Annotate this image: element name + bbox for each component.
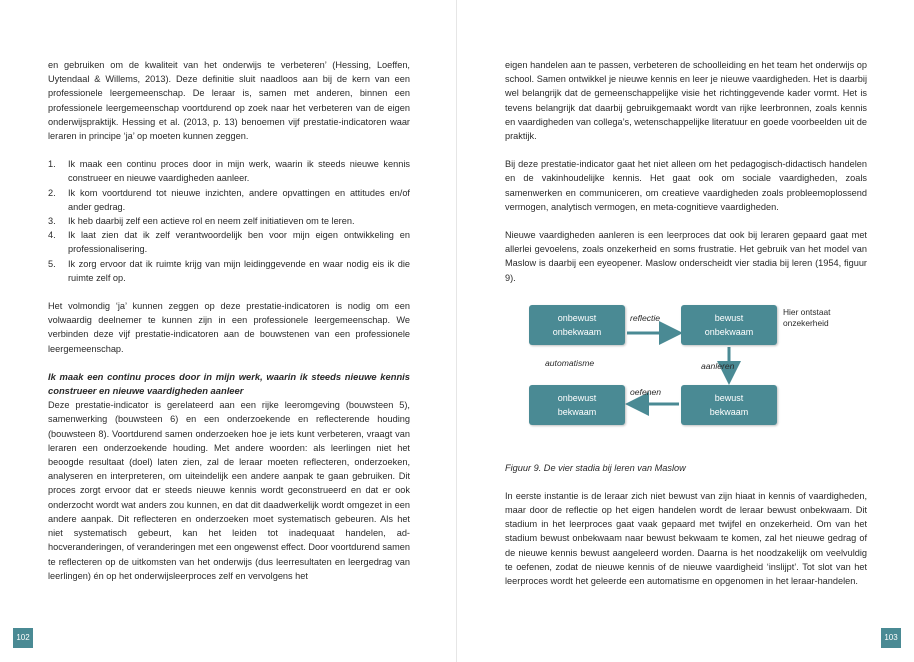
list-number: 4. xyxy=(48,230,56,241)
label-oefenen: oefenen xyxy=(630,386,662,397)
list-item xyxy=(48,157,410,185)
figure-caption: Figuur 9. De vier stadia bij leren van Maslow xyxy=(505,462,686,473)
left-text-column xyxy=(48,58,410,583)
body-paragraph: Nieuwe vaardigheden aanleren is een leerproces dat ook bij leraren gepaard gaat met allerlei gevoelens, zoals onzekerheid en soms frustratie. Het gebruik van het model van Maslow is daarbij een eyeopener. Maslow onderscheidt vier stadia bij leren (1954, figuur 9). xyxy=(505,230,867,283)
stage-unconscious-competent: onbewust bekwaam xyxy=(529,385,625,425)
list-number: 5. xyxy=(48,258,56,269)
list-item xyxy=(48,214,410,228)
page-number: 102 xyxy=(13,628,33,648)
stage-conscious-incompetent: bewust onbekwaam xyxy=(681,305,777,345)
right-page xyxy=(457,0,914,662)
list-item xyxy=(48,186,410,214)
uncertainty-note: Hier ontstaat onzekerheid xyxy=(783,306,831,328)
list-text: Ik zorg ervoor dat ik ruimte krijg van mijn leidinggevende en waar nodig eis ik die ruimte zelf op. xyxy=(68,258,410,283)
body-paragraph: Deze prestatie-indicator is gerelateerd aan een rijke leeromgeving (bouwsteen 5), samenwerking (bouwsteen 6) en een onderzoekende en reflecterende houding (bouwsteen 8). Voortdurend samen onderzoeken hoe je iets kunt verbeteren, vraagt van leraren een onderzoekende houding. Met andere woorden: als leerlingen niet het beoogde resultaat (doel) laten zien, zal de leraar moeten reflecteren, onderzoeken, analyseren en interpreteren, om uiteindelijk een andere aanpak te gaan gebruiken. Dit proces zorgt ervoor dat er steeds nieuwe kennis wordt geconstrueerd en dat er ook onderzocht wordt wat anders zou kunnen, en dat dit daadwerkelijk wordt omgezet in een andere aanpak. Dit reflecteren en onderzoeken moet systematisch gebeuren. Als het niet systematisch gebeurt, kan het leiden tot inadequaat handelen, ad-hocveranderingen, of veranderingen met een ongewenst effect. Door voortdurend samen te reflecteren op de uitkomsten van het onderwijs (dus leerresultaten en leergedrag van leerlingen) én op het onderwijsleerproces zelf en vervolgens het xyxy=(48,400,410,581)
body-paragraph: In eerste instantie is de leraar zich niet bewust van zijn hiaat in kennis of vaardigheden, maar door de reflectie op het eigen handelen wordt de leraar bewust onbekwaam. Dit stadium in het leerproces gaat vaak gepaard met twijfel en onzekerheid. Om van het stadium bewust onbekwaam naar bewust bekwaam te komen, zal het nieuwe gedrag of de nieuwe kennis bewust aangeleerd worden. Daarna is het noodzakelijk om veelvuldig te oefenen, zodat de nieuwe kennis of de nieuwe vaardigheid ‘inslijpt’. Tot slot van het leerproces wordt het geleerde een automatisme en opgenomen in het leraar-handelen. xyxy=(505,490,867,587)
list-text: Ik maak een continu proces door in mijn werk, waarin ik steeds nieuwe kennis construeer en nieuwe vaardigheden aanleer. xyxy=(68,159,410,184)
list-item xyxy=(48,257,410,285)
list-text: Ik laat zien dat ik zelf verantwoordelijk ben voor mijn eigen ontwikkeling en professionalisering. xyxy=(68,230,410,255)
right-text-column xyxy=(505,58,867,588)
label-aanleren: aanleren xyxy=(701,360,735,371)
body-paragraph: Bij deze prestatie-indicator gaat het niet alleen om het pedagogisch-didactisch handelen en de vakinhoudelijke kennis. Het gaat ook om sociale vaardigheden, zoals samenwerken en communiceren, om creatieve vaardigheden zoals probleemoplossend vermogen, analytisch vermogen, en meta-cognitieve vaardigheden. xyxy=(505,159,867,212)
section-heading: Ik maak een continu proces door in mijn werk, waarin ik steeds nieuwe kennis construeer en nieuwe vaardigheden aanleer xyxy=(48,370,410,397)
list-number: 1. xyxy=(48,159,56,170)
list-number: 3. xyxy=(48,216,56,227)
stage-unconscious-incompetent: onbewust onbekwaam xyxy=(529,305,625,345)
maslow-diagram xyxy=(505,299,867,447)
list-text: Ik heb daarbij zelf een actieve rol en neem zelf initiatieven om te leren. xyxy=(68,216,355,227)
intro-paragraph: en gebruiken om de kwaliteit van het onderwijs te verbeteren’ (Hessing, Loeffen, Uytendaal & Willems, 2013). Deze definitie sluit naadloos aan bij de kern van een professionele leergemeenschap. De leraar is, samen met anderen, binnen een professionele leergemeenschap voortdurend op zoek naar het verbeteren van de eigen onderwijspraktijk. Hessing et al. (2013, p. 13) benoemen vijf prestatie-indicatoren waar leraren in principe ‘ja’ op moeten kunnen zeggen. xyxy=(48,60,410,142)
list-text: Ik kom voortdurend tot nieuwe inzichten, andere opvattingen en attitudes en/of ander gedrag. xyxy=(68,187,410,212)
label-automatisme: automatisme xyxy=(545,357,595,368)
page-number: 103 xyxy=(881,628,901,648)
label-reflectie: reflectie xyxy=(630,312,661,323)
body-paragraph: Het volmondig ‘ja’ kunnen zeggen op deze prestatie-indicatoren is nodig om een volwaardig deelnemer te kunnen zijn in een professionele leergemeenschap. We verbinden deze vijf prestatie-indicatoren aan de bouwstenen van een professionele leergemeenschap. xyxy=(48,301,410,354)
stage-conscious-competent: bewust bekwaam xyxy=(681,385,777,425)
list-number: 2. xyxy=(48,187,56,198)
body-paragraph: eigen handelen aan te passen, verbeteren de schoolleiding en het team het onderwijs op school. Samen ontwikkel je nieuwe kennis en leer je nieuwe vaardigheden. Het is daarbij wel belangrijk dat de gemeenschappelijke visie het richtinggevende kader vormt. Het is tevens belangrijk dat daarbij gebruikgemaakt wordt van rijke leerbronnen, zoals kennis en vaardigheden van collega’s, wetenschappelijke literatuur en goede voorbeelden uit de praktijk. xyxy=(505,60,867,142)
list-item xyxy=(48,228,410,256)
indicator-list xyxy=(48,157,410,285)
